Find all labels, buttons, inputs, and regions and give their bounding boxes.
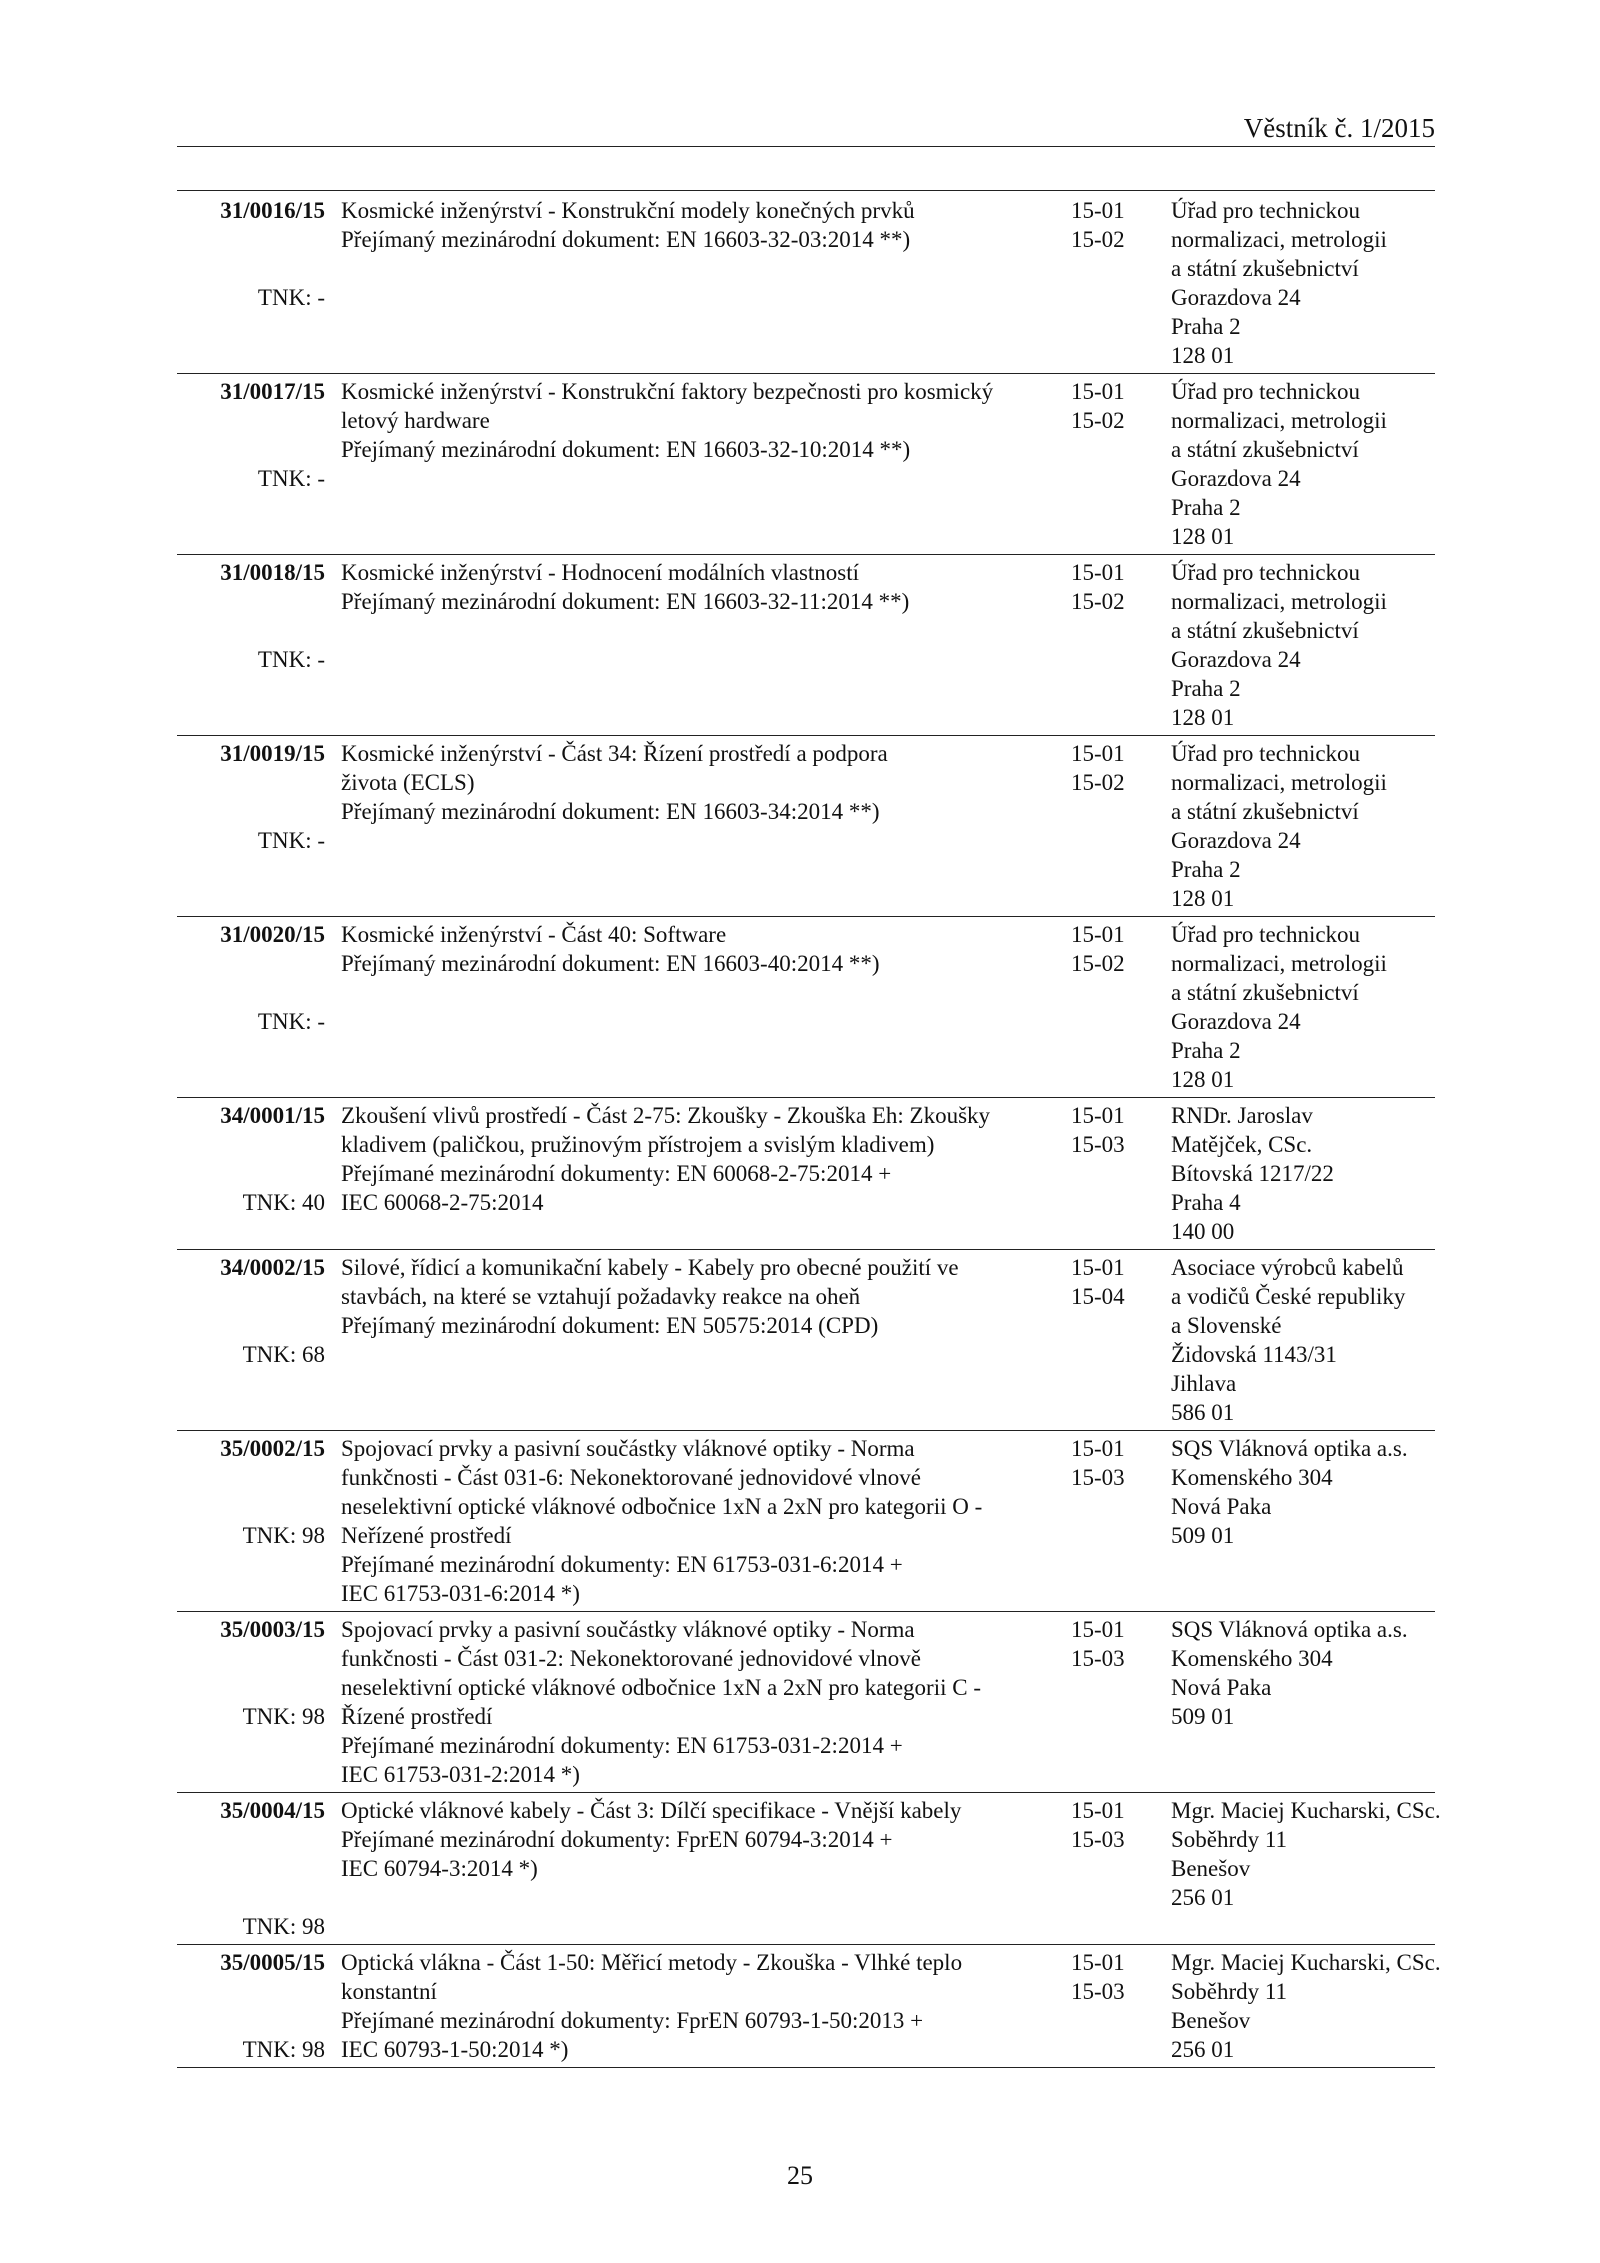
header-divider xyxy=(177,146,1435,147)
classification-code: 15-03 xyxy=(1071,1827,1125,1852)
organization-line: normalizaci, metrologii xyxy=(1171,951,1387,976)
record-organization-cell xyxy=(1159,1793,1441,1945)
table-row xyxy=(177,736,1435,917)
record-title-cell xyxy=(329,736,1059,917)
tnk-label: TNK: - xyxy=(257,466,325,491)
organization-line: normalizaci, metrologii xyxy=(1171,770,1387,795)
spacer xyxy=(177,1311,329,1340)
spacer xyxy=(177,949,329,978)
record-id-cell xyxy=(177,555,329,736)
organization-line: a státní zkušebnictví xyxy=(1171,799,1359,824)
organization-line: 128 01 xyxy=(1171,705,1235,730)
organization-line: a státní zkušebnictví xyxy=(1171,437,1359,462)
classification-code: 15-01 xyxy=(1071,1255,1125,1280)
table-row xyxy=(177,555,1435,736)
organization-line: 128 01 xyxy=(1171,1067,1235,1092)
title-line: Přejímaný mezinárodní dokument: EN 16603-34:2014 **) xyxy=(341,799,880,824)
classification-code: 15-01 xyxy=(1071,1950,1125,1975)
record-number: 34/0002/15 xyxy=(220,1255,325,1280)
record-organization-cell xyxy=(1159,736,1435,917)
title-line: Optické vláknové kabely - Část 3: Dílčí specifikace - Vnější kabely xyxy=(341,1798,962,1823)
record-id-cell xyxy=(177,1098,329,1250)
title-line: kladivem (paličkou, pružinovým přístrojem a svislým kladivem) xyxy=(341,1132,935,1157)
title-line: IEC 61753-031-6:2014 *) xyxy=(341,1581,580,1606)
organization-line: SQS Vláknová optika a.s. xyxy=(1171,1436,1408,1461)
record-number: 31/0018/15 xyxy=(220,560,325,585)
spacer xyxy=(177,1492,329,1521)
title-line: Přejímané mezinárodní dokumenty: EN 61753-031-6:2014 + xyxy=(341,1552,903,1577)
record-id-cell xyxy=(177,196,329,374)
tnk-label: TNK: - xyxy=(257,647,325,672)
tnk-label: TNK: 98 xyxy=(242,1704,325,1729)
record-title-cell xyxy=(329,917,1059,1098)
classification-code: 15-01 xyxy=(1071,1617,1125,1642)
organization-line: 256 01 xyxy=(1171,1885,1235,1910)
table-row xyxy=(177,1793,1435,1945)
classification-code: 15-02 xyxy=(1071,227,1125,252)
organization-line: Jihlava xyxy=(1171,1371,1237,1396)
table-row xyxy=(177,917,1435,1098)
record-number: 31/0016/15 xyxy=(220,198,325,223)
spacer xyxy=(177,435,329,464)
organization-line: 509 01 xyxy=(1171,1704,1235,1729)
spacer xyxy=(177,1883,329,1912)
record-codes-cell xyxy=(1059,374,1159,555)
spacer xyxy=(177,1644,329,1673)
title-line: Přejímané mezinárodní dokumenty: FprEN 60793-1-50:2013 + xyxy=(341,2008,924,2033)
title-line: letový hardware xyxy=(341,408,490,433)
record-organization-cell xyxy=(1159,917,1435,1098)
title-line: neselektivní optické vláknové odbočnice 1xN a 2xN pro kategorii C - xyxy=(341,1675,981,1700)
title-line: Kosmické inženýrství - Část 34: Řízení prostředí a podpora xyxy=(341,741,888,766)
organization-line: Praha 2 xyxy=(1171,676,1241,701)
organization-line: a Slovenské xyxy=(1171,1313,1282,1338)
organization-line: Soběhrdy 11 xyxy=(1171,1827,1288,1852)
organization-line: Úřad pro technickou xyxy=(1171,922,1361,947)
spacer xyxy=(177,225,329,254)
title-line: Přejímaný mezinárodní dokument: EN 16603-32-11:2014 **) xyxy=(341,589,910,614)
title-line: Přejímaný mezinárodní dokument: EN 50575:2014 (CPD) xyxy=(341,1313,879,1338)
record-id-cell xyxy=(177,1945,329,2068)
classification-code: 15-01 xyxy=(1071,379,1125,404)
organization-line: a státní zkušebnictví xyxy=(1171,618,1359,643)
organization-line: Praha 2 xyxy=(1171,314,1241,339)
table-row xyxy=(177,374,1435,555)
table-row xyxy=(177,196,1435,374)
organization-line: Židovská 1143/31 xyxy=(1171,1342,1337,1367)
classification-code: 15-01 xyxy=(1071,741,1125,766)
title-line: IEC 60068-2-75:2014 xyxy=(341,1190,544,1215)
organization-line: normalizaci, metrologii xyxy=(1171,589,1387,614)
record-title-cell xyxy=(329,374,1059,555)
tnk-label: TNK: - xyxy=(257,285,325,310)
organization-line: normalizaci, metrologii xyxy=(1171,227,1387,252)
record-codes-cell xyxy=(1059,196,1159,374)
title-line: stavbách, na které se vztahují požadavky reakce na oheň xyxy=(341,1284,861,1309)
classification-code: 15-02 xyxy=(1071,951,1125,976)
standards-table xyxy=(177,196,1441,2068)
organization-line: Gorazdova 24 xyxy=(1171,285,1301,310)
record-codes-cell xyxy=(1059,736,1159,917)
table-row xyxy=(177,1612,1435,1793)
classification-code: 15-03 xyxy=(1071,1132,1125,1157)
organization-line: 509 01 xyxy=(1171,1523,1235,1548)
classification-code: 15-01 xyxy=(1071,560,1125,585)
record-codes-cell xyxy=(1059,1612,1159,1793)
organization-line: Úřad pro technickou xyxy=(1171,379,1361,404)
title-line: Spojovací prvky a pasivní součástky vláknové optiky - Norma xyxy=(341,1617,915,1642)
organization-line: Asociace výrobců kabelů xyxy=(1171,1255,1404,1280)
record-number: 35/0002/15 xyxy=(220,1436,325,1461)
classification-code: 15-02 xyxy=(1071,589,1125,614)
organization-line: 128 01 xyxy=(1171,343,1235,368)
record-title-cell xyxy=(329,1098,1059,1250)
organization-line: Praha 2 xyxy=(1171,495,1241,520)
spacer xyxy=(177,1282,329,1311)
record-codes-cell xyxy=(1059,1250,1159,1431)
organization-line: Benešov xyxy=(1171,1856,1251,1881)
organization-line: 586 01 xyxy=(1171,1400,1235,1425)
title-line: Přejímané mezinárodní dokumenty: EN 60068-2-75:2014 + xyxy=(341,1161,892,1186)
record-organization-cell xyxy=(1159,1098,1435,1250)
organization-line: Nová Paka xyxy=(1171,1494,1272,1519)
record-codes-cell xyxy=(1059,1098,1159,1250)
tnk-label: TNK: 40 xyxy=(242,1190,325,1215)
spacer xyxy=(177,1463,329,1492)
record-number: 35/0005/15 xyxy=(220,1950,325,1975)
spacer xyxy=(177,1854,329,1883)
record-organization-cell xyxy=(1159,374,1435,555)
organization-line: a vodičů České republiky xyxy=(1171,1284,1406,1309)
record-codes-cell xyxy=(1059,1431,1159,1612)
organization-line: Benešov xyxy=(1171,2008,1251,2033)
title-line: Kosmické inženýrství - Konstrukční faktory bezpečnosti pro kosmický xyxy=(341,379,994,404)
title-line: Řízené prostředí xyxy=(341,1704,493,1729)
classification-code: 15-01 xyxy=(1071,1103,1125,1128)
record-id-cell xyxy=(177,736,329,917)
organization-line: 256 01 xyxy=(1171,2037,1235,2062)
tnk-label: TNK: - xyxy=(257,828,325,853)
organization-line: normalizaci, metrologii xyxy=(1171,408,1387,433)
organization-line: 128 01 xyxy=(1171,524,1235,549)
record-title-cell xyxy=(329,555,1059,736)
organization-line: Mgr. Maciej Kucharski, CSc. xyxy=(1171,1798,1441,1823)
classification-code: 15-01 xyxy=(1071,198,1125,223)
record-codes-cell xyxy=(1059,1793,1159,1945)
page-number: 25 xyxy=(787,2161,813,2190)
title-line: Přejímaný mezinárodní dokument: EN 16603-32-03:2014 **) xyxy=(341,227,911,252)
title-line: funkčnosti - Část 031-2: Nekonektorované jednovidové vlnově xyxy=(341,1646,921,1671)
record-id-cell xyxy=(177,1793,329,1945)
organization-line: Gorazdova 24 xyxy=(1171,647,1301,672)
organization-line: Úřad pro technickou xyxy=(1171,198,1361,223)
classification-code: 15-01 xyxy=(1071,1798,1125,1823)
title-line: Spojovací prvky a pasivní součástky vláknové optiky - Norma xyxy=(341,1436,915,1461)
organization-line: Úřad pro technickou xyxy=(1171,560,1361,585)
spacer xyxy=(177,768,329,797)
spacer xyxy=(177,797,329,826)
tnk-label: TNK: 98 xyxy=(242,1914,325,1939)
classification-code: 15-01 xyxy=(1071,922,1125,947)
organization-line: SQS Vláknová optika a.s. xyxy=(1171,1617,1408,1642)
table-row xyxy=(177,1098,1435,1250)
table-row xyxy=(177,1945,1435,2068)
spacer xyxy=(177,1159,329,1188)
record-organization-cell xyxy=(1159,1431,1435,1612)
record-codes-cell xyxy=(1059,917,1159,1098)
classification-code: 15-03 xyxy=(1071,1646,1125,1671)
record-title-cell xyxy=(329,1793,1059,1945)
spacer xyxy=(177,978,329,1007)
organization-line: a státní zkušebnictví xyxy=(1171,256,1359,281)
classification-code: 15-02 xyxy=(1071,408,1125,433)
table-row xyxy=(177,1250,1435,1431)
title-line: Silové, řídicí a komunikační kabely - Kabely pro obecné použití ve xyxy=(341,1255,959,1280)
organization-line: Gorazdova 24 xyxy=(1171,466,1301,491)
spacer xyxy=(177,1130,329,1159)
record-organization-cell xyxy=(1159,1250,1435,1431)
spacer xyxy=(177,1977,329,2006)
organization-line: Gorazdova 24 xyxy=(1171,828,1301,853)
organization-line: Praha 2 xyxy=(1171,857,1241,882)
record-organization-cell xyxy=(1159,196,1435,374)
title-line: neselektivní optické vláknové odbočnice 1xN a 2xN pro kategorii O - xyxy=(341,1494,983,1519)
title-line: IEC 60794-3:2014 *) xyxy=(341,1856,538,1881)
record-id-cell xyxy=(177,1431,329,1612)
record-number: 31/0017/15 xyxy=(220,379,325,404)
title-line: Kosmické inženýrství - Část 40: Software xyxy=(341,922,727,947)
standards-table-body xyxy=(177,196,1441,2068)
organization-line: a státní zkušebnictví xyxy=(1171,980,1359,1005)
title-line: Optická vlákna - Část 1-50: Měřicí metody - Zkouška - Vlhké teplo xyxy=(341,1950,963,1975)
title-line: funkčnosti - Část 031-6: Nekonektorované jednovidové vlnové xyxy=(341,1465,921,1490)
organization-line: 128 01 xyxy=(1171,886,1235,911)
classification-code: 15-02 xyxy=(1071,770,1125,795)
organization-line: RNDr. Jaroslav xyxy=(1171,1103,1313,1128)
table-row xyxy=(177,1431,1435,1612)
record-id-cell xyxy=(177,374,329,555)
title-line: Neřízené prostředí xyxy=(341,1523,512,1548)
record-number: 31/0019/15 xyxy=(220,741,325,766)
title-line: života (ECLS) xyxy=(341,770,475,795)
publication-title: Věstník č. 1/2015 xyxy=(1243,113,1435,143)
record-id-cell xyxy=(177,917,329,1098)
organization-line: Úřad pro technickou xyxy=(1171,741,1361,766)
title-line: Přejímaný mezinárodní dokument: EN 16603-32-10:2014 **) xyxy=(341,437,911,462)
classification-code: 15-03 xyxy=(1071,1465,1125,1490)
tnk-label: TNK: 98 xyxy=(242,1523,325,1548)
organization-line: Mgr. Maciej Kucharski, CSc. xyxy=(1171,1950,1441,1975)
record-id-cell xyxy=(177,1612,329,1793)
organization-line: Gorazdova 24 xyxy=(1171,1009,1301,1034)
organization-line: Soběhrdy 11 xyxy=(1171,1979,1288,2004)
organization-line: Nová Paka xyxy=(1171,1675,1272,1700)
record-title-cell xyxy=(329,1431,1059,1612)
organization-line: Praha 4 xyxy=(1171,1190,1241,1215)
record-codes-cell xyxy=(1059,1945,1159,2068)
spacer xyxy=(177,616,329,645)
tnk-label: TNK: - xyxy=(257,1009,325,1034)
title-line: Kosmické inženýrství - Konstrukční modely konečných prvků xyxy=(341,198,915,223)
title-line: konstantní xyxy=(341,1979,437,2004)
record-title-cell xyxy=(329,1612,1059,1793)
organization-line: Bítovská 1217/22 xyxy=(1171,1161,1334,1186)
classification-code: 15-03 xyxy=(1071,1979,1125,2004)
organization-line: 140 00 xyxy=(1171,1219,1235,1244)
classification-code: 15-04 xyxy=(1071,1284,1125,1309)
record-number: 35/0004/15 xyxy=(220,1798,325,1823)
organization-line: Komenského 304 xyxy=(1171,1646,1333,1671)
record-organization-cell xyxy=(1159,1612,1435,1793)
title-line: Přejímané mezinárodní dokumenty: FprEN 60794-3:2014 + xyxy=(341,1827,893,1852)
organization-line: Matějček, CSc. xyxy=(1171,1132,1313,1157)
record-number: 34/0001/15 xyxy=(220,1103,325,1128)
spacer xyxy=(177,406,329,435)
record-codes-cell xyxy=(1059,555,1159,736)
title-line: Přejímané mezinárodní dokumenty: EN 61753-031-2:2014 + xyxy=(341,1733,903,1758)
record-number: 35/0003/15 xyxy=(220,1617,325,1642)
tnk-label: TNK: 98 xyxy=(242,2037,325,2062)
organization-line: Komenského 304 xyxy=(1171,1465,1333,1490)
record-id-cell xyxy=(177,1250,329,1431)
record-title-cell xyxy=(329,1250,1059,1431)
organization-line: Praha 2 xyxy=(1171,1038,1241,1063)
classification-code: 15-01 xyxy=(1071,1436,1125,1461)
record-number: 31/0020/15 xyxy=(220,922,325,947)
tnk-label: TNK: 68 xyxy=(242,1342,325,1367)
spacer xyxy=(177,1673,329,1702)
record-title-cell xyxy=(329,196,1059,374)
record-organization-cell xyxy=(1159,555,1435,736)
spacer xyxy=(177,2006,329,2035)
table-top-divider xyxy=(177,190,1435,191)
title-line: Zkoušení vlivů prostředí - Část 2-75: Zkoušky - Zkouška Eh: Zkoušky xyxy=(341,1103,991,1128)
spacer xyxy=(177,587,329,616)
record-organization-cell xyxy=(1159,1945,1441,2068)
spacer xyxy=(177,1825,329,1854)
spacer xyxy=(177,254,329,283)
title-line: IEC 61753-031-2:2014 *) xyxy=(341,1762,580,1787)
title-line: Kosmické inženýrství - Hodnocení modálních vlastností xyxy=(341,560,860,585)
title-line: IEC 60793-1-50:2014 *) xyxy=(341,2037,569,2062)
record-title-cell xyxy=(329,1945,1059,2068)
title-line: Přejímaný mezinárodní dokument: EN 16603-40:2014 **) xyxy=(341,951,880,976)
